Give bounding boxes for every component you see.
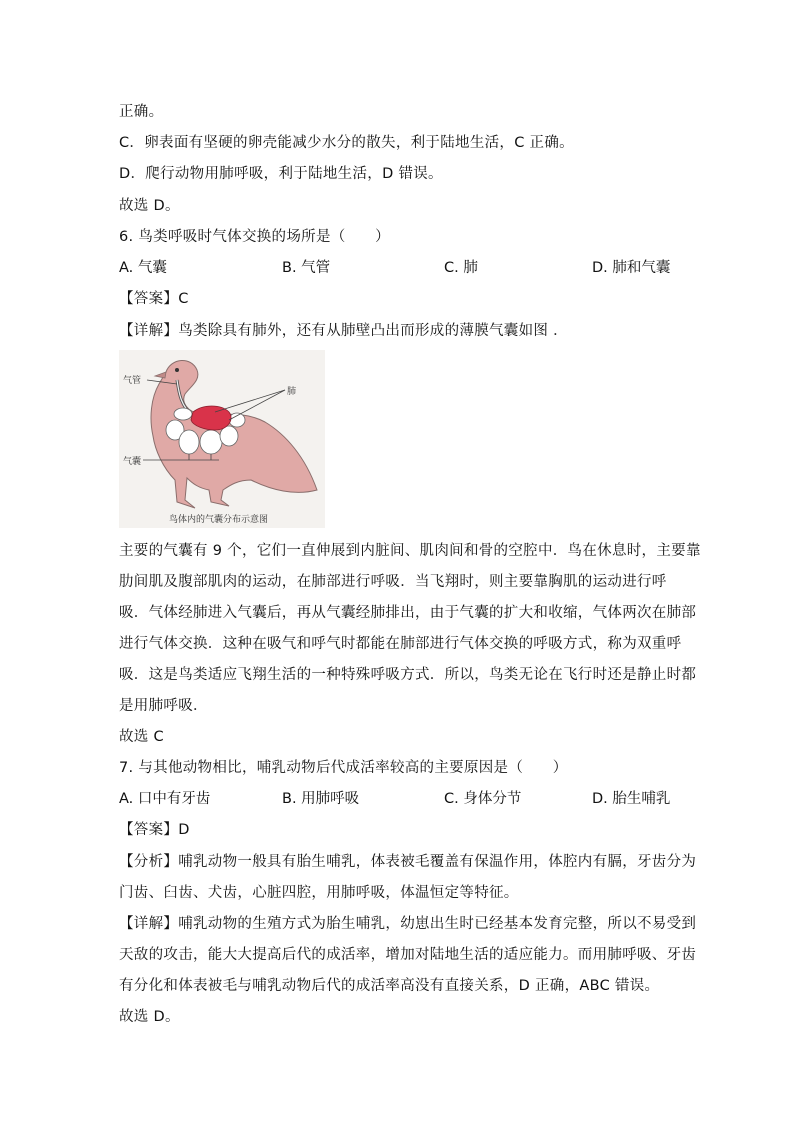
bird-eye (175, 368, 179, 372)
q7-option-b: B. 用肺呼吸 (282, 791, 360, 807)
q6-detail: 【详解】鸟类除具有肺外，还有从肺壁凸出而形成的薄膜气囊如图 ． (119, 323, 568, 339)
q7-choose: 故选 D。 (119, 1009, 180, 1025)
q7-analysis-line-1: 【分析】哺乳动物一般具有胎生哺乳，体表被毛覆盖有保温作用，体腔内有膈，牙齿分为 (119, 854, 697, 870)
label-airsac: 气囊 (123, 457, 142, 467)
bird-airsac-figure (119, 350, 325, 528)
choose-answer: 故选 D。 (119, 198, 180, 214)
air-sac-1 (174, 408, 192, 420)
q6-option-d: D. 肺和气囊 (592, 260, 671, 276)
paragraph-line-2: 肋间肌及腹部肌肉的运动，在肺部进行呼吸．当飞翔时，则主要靠胸肌的运动进行呼 (119, 574, 667, 590)
paragraph-line-3: 吸．气体经肺进入气囊后，再从气囊经肺排出，由于气囊的扩大和收缩，气体两次在肺部 (119, 605, 697, 621)
q7-detail-line-3: 有分化和体表被毛与哺乳动物后代的成活率高没有直接关系，D 正确，ABC 错误。 (119, 978, 660, 994)
paragraph-line-6: 是用肺呼吸． (119, 698, 208, 714)
figure-caption: 鸟体内的气囊分布示意图 (169, 515, 269, 525)
label-lung: 肺 (287, 387, 297, 397)
q6-option-b: B. 气管 (282, 260, 331, 276)
q7-option-a: A. 口中有牙齿 (119, 791, 211, 807)
bird-airsac-diagram (119, 350, 325, 528)
q6-answer: 【答案】C (119, 291, 189, 307)
question-6: 6. 鸟类呼吸时气体交换的场所是（ ） (119, 229, 390, 245)
option-c-explanation: C．卵表面有坚硬的卵壳能减少水分的散失，利于陆地生活，C 正确。 (119, 135, 574, 151)
paragraph-line-1: 主要的气囊有 9 个，它们一直伸展到内脏间、肌肉间和骨的空腔中．鸟在休息时，主要靠 (119, 543, 701, 559)
q7-detail-line-2: 天敌的攻击，能大大提高后代的成活率，增加对陆地生活的适应能力。而用肺呼吸、牙齿 (119, 947, 697, 963)
q7-option-c: C. 身体分节 (444, 791, 522, 807)
label-trachea: 气管 (123, 376, 142, 386)
air-sac-3 (179, 430, 199, 454)
paragraph-line-4: 进行气体交换．这种在吸气和呼气时都能在肺部进行气体交换的呼吸方式，称为双重呼 (119, 636, 682, 652)
text-line: 正确。 (119, 104, 164, 120)
q6-option-a: A. 气囊 (119, 260, 167, 276)
q6-choose: 故选 C (119, 729, 164, 745)
air-sac-4 (200, 430, 222, 454)
q7-detail-line-1: 【详解】哺乳动物的生殖方式为胎生哺乳，幼崽出生时已经基本发育完整，所以不易受到 (119, 916, 697, 932)
paragraph-line-5: 吸．这是鸟类适应飞翔生活的一种特殊呼吸方式．所以，鸟类无论在飞行时还是静止时都 (119, 667, 697, 683)
air-sac-6 (229, 413, 245, 427)
q7-answer: 【答案】D (119, 822, 190, 838)
option-d-explanation: D．爬行动物用肺呼吸，利于陆地生活，D 错误。 (119, 166, 443, 182)
q7-option-d: D. 胎生哺乳 (592, 791, 671, 807)
q6-option-c: C. 肺 (444, 260, 478, 276)
bird-beak (155, 372, 166, 378)
q7-analysis-line-2: 门齿、臼齿、犬齿，心脏四腔，用肺呼吸，体温恒定等特征。 (119, 885, 519, 901)
question-7: 7. 与其他动物相比，哺乳动物后代成活率较高的主要原因是（ ） (119, 760, 568, 776)
